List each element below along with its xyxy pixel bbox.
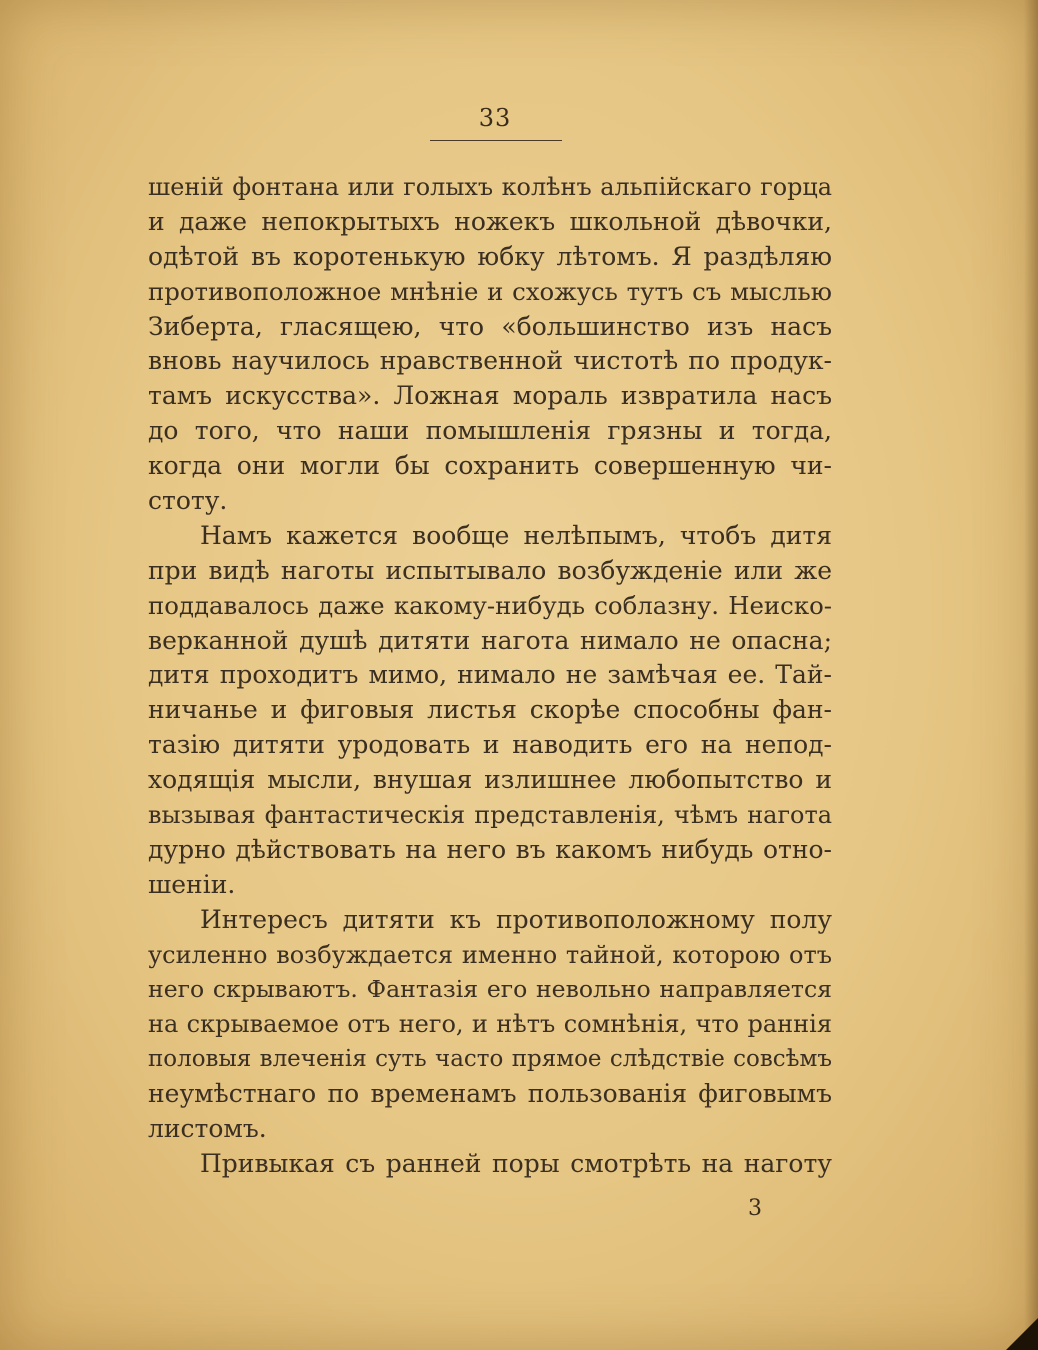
text-line: Намъ кажется вообще нелѣпымъ, чтобъ дитя bbox=[200, 520, 832, 550]
text-line: листомъ. bbox=[148, 1114, 267, 1144]
text-line: вновь научилось нравственной чистотѣ по продук- bbox=[148, 346, 832, 376]
text-line: дитя проходитъ мимо, нимало не замѣчая ее. Тай- bbox=[148, 660, 832, 690]
text-line: когда они могли бы сохранить совершенную чи- bbox=[148, 451, 832, 481]
text-line: усиленно возбуждается именно тайной, которою отъ bbox=[148, 940, 832, 969]
text-line: при видѣ наготы испытывало возбужденіе или же bbox=[148, 555, 832, 585]
scan-corner bbox=[1006, 1318, 1038, 1350]
text-line: шеніи. bbox=[148, 869, 236, 899]
text-line: неумѣстнаго по временамъ пользованія фиговымъ bbox=[148, 1079, 832, 1109]
page-edge-shadow bbox=[1024, 0, 1038, 1350]
text-line: него скрываютъ. Фантазія его невольно направляется bbox=[148, 975, 832, 1004]
text-line: шеній фонтана или голыхъ колѣнъ альпійскаго горца bbox=[148, 173, 832, 201]
text-line: половыя влеченія суть часто прямое слѣдствіе совсѣмъ bbox=[148, 1046, 832, 1073]
text-line: одѣтой въ коротенькую юбку лѣтомъ. Я раздѣляю bbox=[148, 241, 832, 271]
body-text bbox=[148, 170, 832, 1182]
text-line: Интересъ дитяти къ противоположному полу bbox=[200, 904, 832, 934]
text-line: верканной душѣ дитяти нагота нимало не опасна; bbox=[148, 625, 832, 655]
signature-mark: 3 bbox=[748, 1196, 762, 1221]
text-line: поддавалось даже какому-нибудь соблазну. Неиско- bbox=[148, 590, 832, 620]
header-rule bbox=[430, 140, 562, 141]
text-line: Зиберта, гласящею, что «большинство изъ насъ bbox=[148, 311, 832, 341]
text-line: вызывая фантастическія представленія, чѣмъ нагота bbox=[148, 801, 832, 830]
text-line: противоположное мнѣніе и схожусь тутъ съ мыслью bbox=[148, 276, 832, 306]
text-line: на скрываемое отъ него, и нѣтъ сомнѣнія, что раннія bbox=[148, 1010, 832, 1039]
text-line: и даже непокрытыхъ ножекъ школьной дѣвочки, bbox=[148, 206, 832, 236]
text-line: Привыкая съ ранней поры смотрѣть на наготу bbox=[200, 1148, 832, 1178]
text-line: тазію дитяти уродовать и наводить его на непод- bbox=[148, 730, 832, 760]
text-line: ходящія мысли, внушая излишнее любопытство и bbox=[148, 765, 832, 795]
text-line: тамъ искусства». Ложная мораль извратила насъ bbox=[148, 381, 832, 411]
text-line: до того, что наши помышленія грязны и тогда, bbox=[148, 416, 832, 446]
page-number: 33 bbox=[478, 104, 512, 132]
text-line: дурно дѣйствовать на него въ какомъ нибудь отно- bbox=[148, 834, 832, 864]
text-line: стоту. bbox=[148, 486, 228, 516]
text-line: ничанье и фиговыя листья скорѣе способны фан- bbox=[148, 695, 832, 725]
